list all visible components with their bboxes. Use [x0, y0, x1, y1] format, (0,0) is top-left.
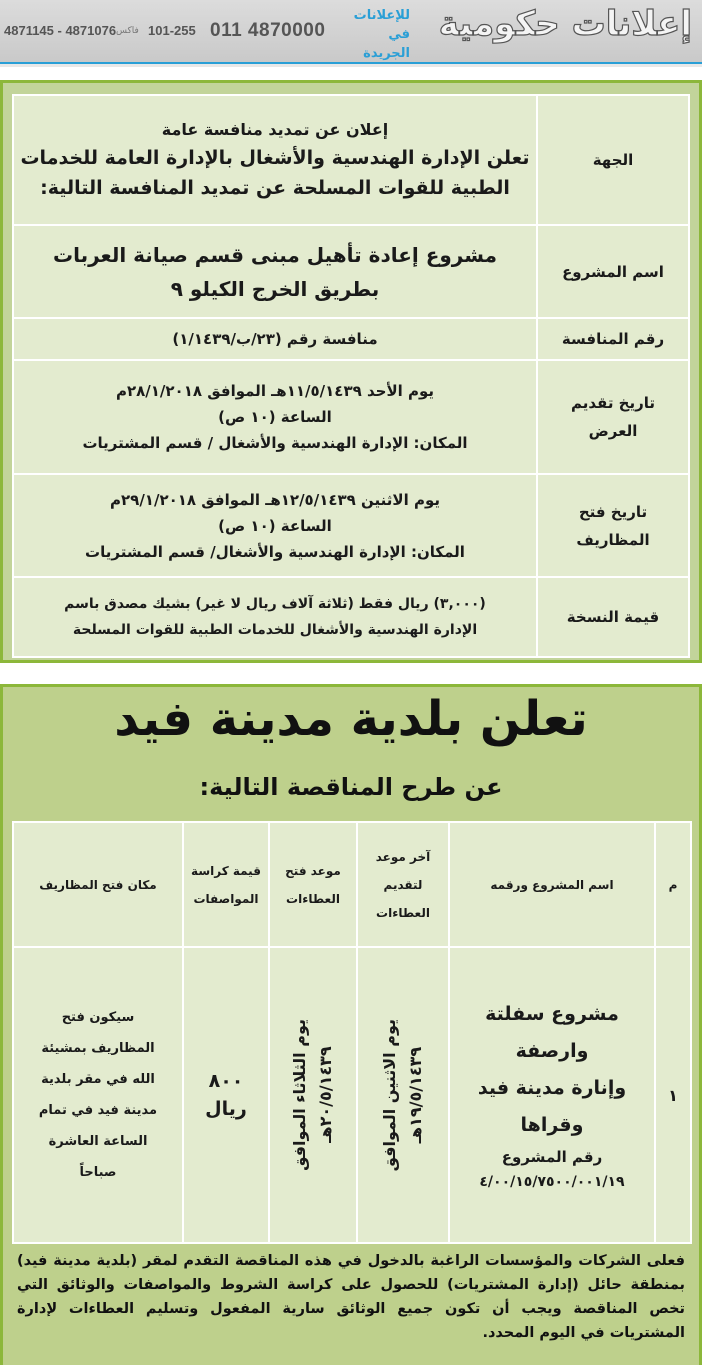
label-line: تاريخ فتح: [578, 502, 648, 521]
place-line: المظاريف بمشيئة: [41, 1041, 155, 1056]
project-number: ٤/٠٠/١٥/٧٥٠٠/٠٠١/١٩: [479, 1174, 625, 1190]
project-cell: [449, 947, 655, 1243]
project-name-line: وإنارة مدينة فيد: [477, 1077, 627, 1099]
place-line: سيكون فتح: [61, 1010, 135, 1025]
fax-numbers: 4871145 - 4871076: [4, 23, 117, 38]
header-line: العطاءات: [376, 905, 430, 920]
label-line: العرض: [588, 422, 638, 440]
place-line: الساعة العاشرة: [48, 1134, 148, 1149]
opening-cell: [269, 947, 357, 1243]
table-row: [13, 947, 691, 1243]
header-line: العطاءات: [286, 891, 340, 906]
header-line: لتقديم: [383, 877, 423, 892]
deadline-day: يوم الاثنين الموافق: [380, 1018, 399, 1172]
tender-number-value: منافسة رقم (٢٣/ب/١/١٤٣٩): [13, 318, 537, 360]
project-number-label: رقم المشروع: [501, 1148, 603, 1166]
agency-text: تعلن الإدارة الهندسية والأشغال بالإدارة العامة للخدمات: [20, 147, 530, 169]
fax-label: فاكس: [116, 26, 139, 36]
column-header-price: [183, 822, 269, 947]
header-line: المواصفات: [193, 891, 259, 906]
ad-subheadline: عن طرح المناقصة التالية:: [199, 773, 503, 801]
opening-date-value: [13, 474, 537, 577]
place-line: مدينة فيد في تمام: [38, 1103, 158, 1118]
column-header-name: اسم المشروع ورقمه: [449, 822, 655, 947]
tagline-line: في الجريدة: [363, 27, 410, 61]
table-row-tender-number: [13, 318, 689, 360]
column-header-opening: [269, 822, 357, 947]
project-name-line: بطريق الخرج الكيلو ٩: [170, 276, 380, 301]
price-currency: ريال: [205, 1098, 247, 1120]
table-header-row: [13, 822, 691, 947]
opening-day: يوم الثلاثاء الموافق: [290, 1019, 309, 1171]
deadline-date: ١٩/٥/١٤٣٩هـ: [406, 1046, 425, 1144]
table-row-project: [13, 225, 689, 318]
price-cell: [183, 947, 269, 1243]
deadline-cell: [357, 947, 449, 1243]
row-label: [537, 474, 689, 577]
price-line: الإدارة الهندسية والأشغال للخدمات الطبية للقوات المسلحة: [72, 622, 478, 638]
agency-text: الطبية للقوات المسلحة عن تمديد المنافسة التالية:: [40, 177, 510, 199]
table-row-agency: [13, 95, 689, 225]
ad-footer-text: فعلى الشركات والمؤسسات الراغبة بالدخول في هذه المناقصة التقدم لمقر (بلدية مدينة فيد) بمنطقة حائل (إدارة المشتريات) للحصول على كراسة الشروط والمواصفات والوثائق التي تخص المناقصة ويجب أن تكون جميع الوثائق سارية المفعول وتسليم العطاءات لإدارة المشتريات في اليوم المحدد.: [17, 1253, 685, 1341]
submission-date-value: [13, 360, 537, 474]
column-header-deadline: [357, 822, 449, 947]
row-label: رقم المنافسة: [537, 318, 689, 360]
project-value: [13, 225, 537, 318]
time-line: الساعة (١٠ ص): [218, 408, 332, 426]
date-line: يوم الاثنين ١٢/٥/١٤٣٩هـ الموافق ٢٩/١/٢٠١٨م: [110, 490, 440, 509]
newspaper-header: [0, 0, 702, 64]
project-name-line: مشروع سفلتة وارصفة: [485, 1003, 619, 1062]
phone-number: 011 4870000: [210, 20, 326, 41]
tender-extension-ad: [0, 80, 702, 663]
table-row-submission-date: [13, 360, 689, 474]
opening-date: ٢٠/٥/١٤٣٩هـ: [316, 1046, 335, 1144]
project-name-line: مشروع إعادة تأهيل مبنى قسم صيانة العربات: [53, 242, 497, 267]
column-header-place: مكان فتح المظاريف: [13, 822, 183, 947]
place-line: الله في مقر بلدية: [41, 1072, 155, 1087]
agency-value: [13, 95, 537, 225]
deadline-text: [377, 1019, 429, 1171]
row-number: ١: [655, 947, 691, 1243]
row-label: الجهة: [537, 95, 689, 225]
row-label: [537, 360, 689, 474]
price-amount: ٨٠٠: [208, 1070, 244, 1092]
date-line: يوم الأحد ١١/٥/١٤٣٩هـ الموافق ٢٨/١/٢٠١٨م: [115, 382, 435, 400]
time-line: الساعة (١٠ ص): [218, 516, 332, 535]
header-line: موعد فتح: [285, 863, 341, 878]
copy-price-value: [13, 577, 537, 657]
column-header-num: م: [655, 822, 691, 947]
project-name-line: وقراها: [520, 1114, 584, 1136]
header-line: آخر موعد: [375, 849, 431, 864]
ad-headline: تعلن بلدية مدينة فيد: [114, 691, 588, 747]
phone-extension: 101-255: [148, 23, 196, 38]
place-line: صباحاً: [79, 1165, 117, 1180]
tender-details-table: [12, 94, 690, 658]
place-cell: [13, 947, 183, 1243]
header-line: قيمة كراسة: [191, 863, 261, 878]
price-line: (٣,٠٠٠) ريال فقط (ثلاثة آلاف ريال لا غير) بشيك مصدق باسم: [64, 596, 486, 612]
ads-tagline: [342, 6, 410, 63]
opening-text: [287, 1019, 339, 1171]
tender-table: [12, 821, 692, 1244]
label-line: تاريخ تقديم: [570, 394, 656, 412]
row-label: اسم المشروع: [537, 225, 689, 318]
place-line: المكان: الإدارة الهندسية والأشغال/ قسم المشتريات: [85, 542, 465, 561]
municipality-tender-ad: [0, 684, 702, 1365]
place-line: المكان: الإدارة الهندسية والأشغال / قسم المشتريات: [82, 434, 468, 452]
announcement-title: إعلان عن تمديد منافسة عامة: [161, 120, 389, 139]
tagline-line: للإعلانات: [353, 8, 410, 23]
label-line: المظاريف: [576, 530, 650, 549]
table-row-copy-price: [13, 577, 689, 657]
section-title: إعلانات حكومية: [438, 4, 692, 44]
row-label: قيمة النسخة: [537, 577, 689, 657]
table-row-opening-date: [13, 474, 689, 577]
